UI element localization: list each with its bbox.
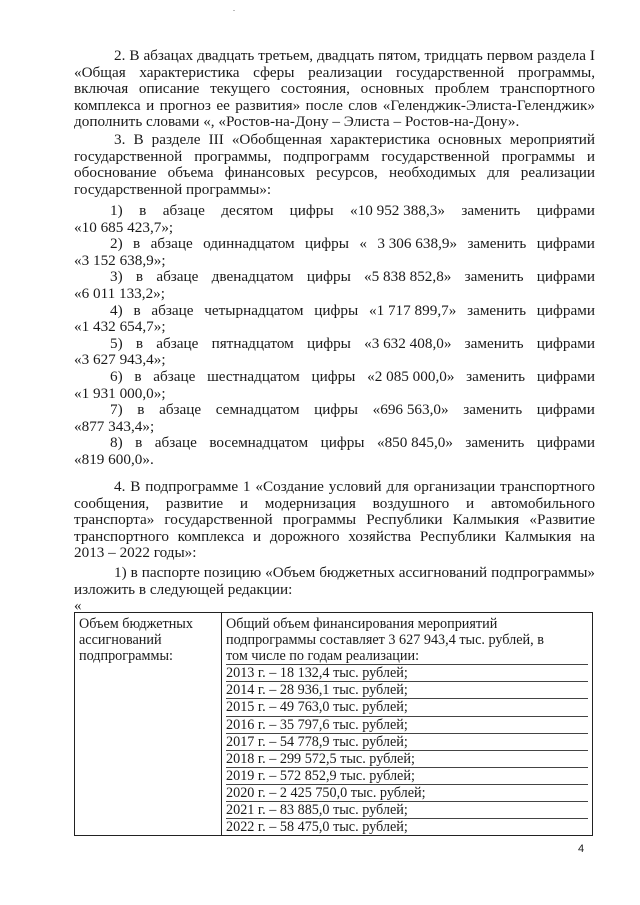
budget-table (74, 612, 593, 836)
list-item-word: 6) (110, 367, 123, 385)
budget-label-line: подпрограммы: (79, 648, 173, 665)
list-item-word: 8) (110, 434, 123, 452)
budget-intro-line: подпрограммы составляет 3 627 943,4 тыс. рублей, в (226, 632, 544, 649)
list-item-word: цифры (314, 301, 359, 319)
list-item-word: заменить (461, 202, 521, 219)
list-item-word: заменить (463, 401, 523, 419)
budget-label-line: Объем бюджетных (79, 616, 193, 632)
paragraph-3-line: государственной программы»: (74, 180, 272, 198)
list-item-word: 4) (110, 301, 123, 319)
replacement-list (74, 203, 595, 469)
list-item (74, 336, 595, 353)
paragraph-2-line: комплекса и прогноз ее развития» после слов «Геленджик-Элиста-Геленджик» (74, 96, 595, 114)
list-item-word: в (139, 202, 147, 219)
list-item-word: заменить (467, 301, 526, 319)
list-item-tail: «10 685 423,7»; (74, 218, 174, 236)
budget-year-line: 2014 г. – 28 936,1 тыс. рублей; (226, 682, 588, 699)
paragraph-4-line: 2013 – 2022 годы»: (74, 544, 197, 562)
paragraph-4-line: 4. В подпрограмме 1 «Создание условий для организации транспортного (114, 478, 595, 495)
list-item-word: цифры (320, 434, 365, 452)
list-item-tail: «877 343,4»; (74, 417, 155, 435)
list-item-word: заменить (466, 367, 526, 385)
list-item-word: «1 717 899,7» (368, 301, 457, 319)
list-item-word: заменить (465, 434, 525, 452)
budget-year-line: 2016 г. – 35 797,6 тыс. рублей; (226, 717, 588, 734)
budget-intro-line: том числе по годам реализации: (226, 648, 588, 665)
list-item-word: цифрами (536, 334, 595, 352)
list-item-word: «10 952 388,3» (350, 202, 445, 219)
list-item-word: абзаце (153, 367, 196, 385)
list-item-word: цифры (306, 334, 351, 352)
list-item-word: абзаце (150, 235, 193, 253)
scan-speck (233, 10, 235, 11)
list-item-word: пятнадцатом (211, 334, 294, 352)
budget-year-line: 2018 г. – 299 572,5 тыс. рублей; (226, 751, 588, 768)
list-item-word: цифрами (536, 367, 595, 385)
list-item (74, 236, 595, 253)
paragraph-3-line: 3. В разделе III «Обобщенная характеристика основных мероприятий (114, 131, 595, 148)
list-item-word: цифры (305, 235, 349, 253)
paragraph-3-line: государственной программы, подпрограмм государственной программы и (74, 147, 595, 165)
budget-year-line: 2019 г. – 572 852,9 тыс. рублей; (226, 768, 588, 785)
list-item-word: одиннадцатом (203, 235, 295, 253)
list-item (74, 203, 595, 220)
list-item-word: в (133, 301, 141, 319)
budget-intro-line: Общий объем финансирования мероприятий (226, 616, 498, 632)
list-item-word: абзаце (156, 268, 199, 286)
paragraph-2-line: 2. В абзацах двадцать третьем, двадцать пятом, тридцать первом раздела I (114, 47, 595, 64)
list-item-word: шестнадцатом (207, 367, 300, 385)
budget-year-line: 2013 г. – 18 132,4 тыс. рублей; (226, 665, 588, 682)
list-item-word: цифрами (536, 401, 595, 419)
list-item-word: 5) (110, 334, 123, 352)
table-row (75, 613, 593, 836)
paragraph-4-line: транспорта» государственной программы Республики Калмыкия «Развитие (74, 511, 595, 529)
list-item-word: в (134, 367, 142, 385)
list-item-word: восемнадцатом (209, 434, 309, 452)
list-item-word: семнадцатом (215, 401, 300, 419)
list-item-word: цифрами (536, 235, 595, 253)
list-item-word: в (133, 235, 141, 253)
list-item-word: цифрами (536, 202, 595, 219)
list-item-tail: «3 627 943,4»; (74, 351, 166, 369)
list-item-word: « (359, 235, 367, 253)
list-item-tail: «1 931 000,0»; (74, 384, 166, 402)
list-item (74, 435, 595, 452)
budget-value-cell (222, 613, 593, 836)
list-item-word: заменить (467, 235, 527, 253)
list-item-word: в (135, 268, 144, 286)
list-item-word: цифры (311, 367, 356, 385)
paragraph-4-line: сообщения, развитие и модернизация воздушного и автомобильного (74, 494, 595, 512)
list-item-word: заменить (464, 268, 524, 286)
list-item (74, 269, 595, 286)
list-item-word: в (137, 401, 145, 419)
paragraph-4 (74, 479, 595, 562)
list-item-word: «3 632 408,0» (364, 334, 452, 352)
list-item-word: цифрами (536, 268, 595, 286)
budget-year-line: 2022 г. – 58 475,0 тыс. рублей; (226, 819, 408, 836)
list-item-word: цифры (289, 202, 334, 219)
list-item-word: 3) (110, 268, 123, 286)
list-item-tail: «819 600,0». (74, 450, 154, 468)
list-item-word: 2) (110, 235, 123, 253)
paragraph-2-line: дополнить словами «, «Ростов-на-Дону – Элиста – Ростов-на-Дону». (74, 113, 520, 131)
paragraph-3 (74, 132, 595, 198)
list-item-word: абзаце (159, 401, 202, 419)
paragraph-3-line: обоснование объема финансовых ресурсов, необходимых для реализации (74, 164, 595, 182)
list-item-word: 7) (110, 401, 123, 419)
list-item-word: десятом (221, 202, 274, 219)
list-item-word: 1) (110, 202, 123, 219)
list-item-word: абзаце (151, 301, 194, 319)
list-item-word: цифры (314, 401, 359, 419)
list-item (74, 369, 595, 386)
list-item-word: 3 306 638,9» (377, 235, 458, 253)
paragraph-4-line: транспортного комплекса и дорожного хозяйства Республики Калмыкия на (74, 527, 595, 545)
list-item-tail: «3 152 638,9»; (74, 251, 166, 269)
list-item-word: абзаце (154, 434, 197, 452)
list-item-word: в (135, 334, 144, 352)
list-item-word: цифры (306, 268, 351, 286)
list-item-word: абзаце (156, 334, 199, 352)
paragraph-2-line: «Общая характеристика сферы реализации государственной программы, (74, 63, 595, 81)
list-item-word: четырнадцатом (204, 301, 304, 319)
list-item (74, 303, 595, 320)
paragraph-2 (74, 48, 595, 131)
paragraph-2-line: включая описание текущего состояния, основных проблем транспортного (74, 80, 595, 98)
budget-label-line: ассигнований (79, 632, 162, 649)
list-item-word: в (135, 434, 143, 452)
budget-year-line: 2015 г. – 49 763,0 тыс. рублей; (226, 699, 588, 716)
list-item-word: цифрами (536, 301, 595, 319)
list-item-word: двенадцатом (211, 268, 294, 286)
list-item-tail: «1 432 654,7»; (74, 318, 166, 336)
budget-year-line: 2020 г. – 2 425 750,0 тыс. рублей; (226, 785, 588, 802)
list-item-word: заменить (464, 334, 524, 352)
page-number: 4 (578, 843, 585, 855)
paragraph-5-line: 1) в паспорте позицию «Объем бюджетных ассигнований подпрограммы» (114, 564, 595, 581)
list-item-tail: «6 011 133,2»; (74, 284, 165, 302)
budget-year-line: 2021 г. – 83 885,0 тыс. рублей; (226, 802, 588, 819)
paragraph-5-line: изложить в следующей редакции: (74, 580, 293, 598)
list-item-word: цифрами (536, 434, 595, 452)
opening-quote: « (74, 598, 82, 614)
list-item-word: «850 845,0» (376, 434, 453, 452)
list-item-word: «5 838 852,8» (364, 268, 452, 286)
paragraph-5 (74, 565, 595, 598)
list-item-word: «696 563,0» (372, 401, 449, 419)
list-item-word: абзаце (162, 202, 205, 219)
list-item-word: «2 085 000,0» (367, 367, 455, 385)
budget-label-cell (75, 613, 222, 836)
budget-year-line: 2017 г. – 54 778,9 тыс. рублей; (226, 734, 588, 751)
list-item (74, 402, 595, 419)
